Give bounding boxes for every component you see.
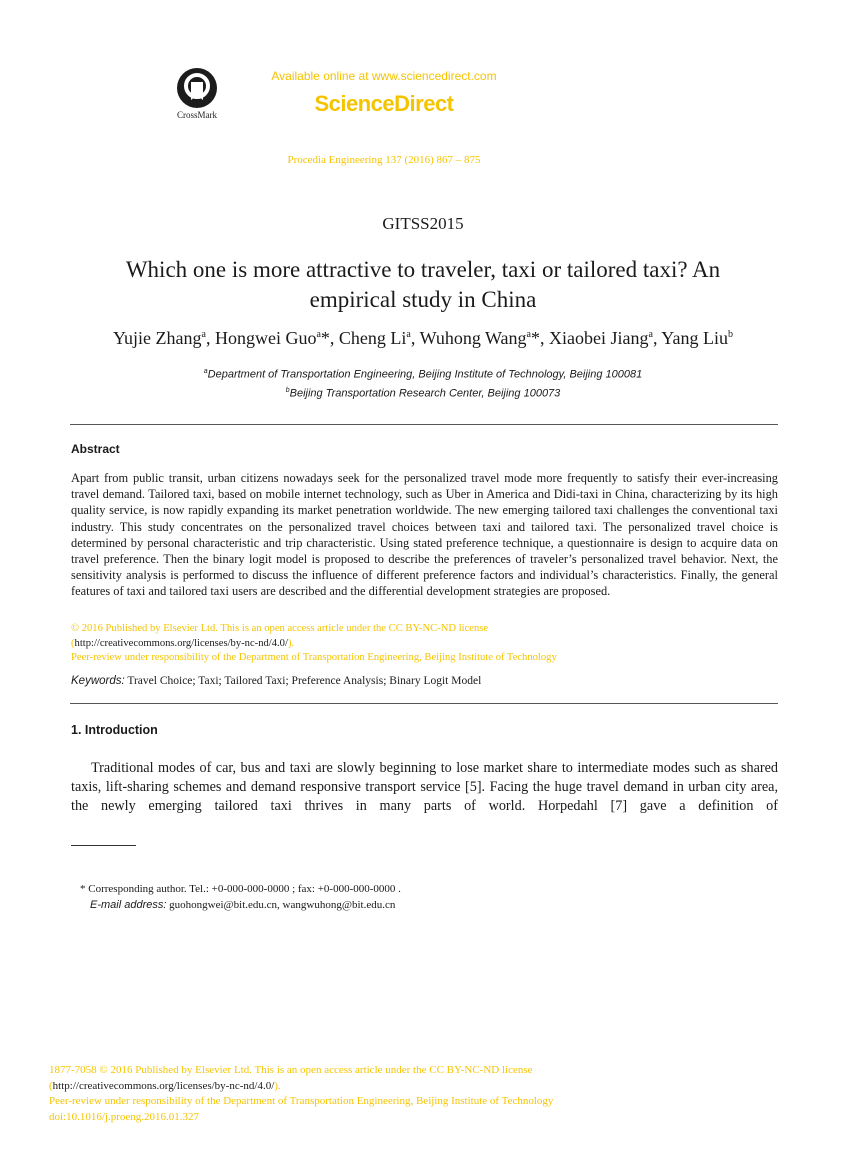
- section-heading-introduction: 1. Introduction: [71, 723, 158, 737]
- footer-url-line: [49, 1079, 809, 1095]
- abstract-bottom-divider: [70, 703, 778, 704]
- abstract-body: Apart from public transit, urban citizens nowadays seek for the personalized travel mode more frequently to satisfy their ever-increasing travel demand. Tailored taxi, based on mobile internet technology, such as Uber in America and Didi-taxi in China, characterizing by its high quality service, is now rapidly expanding its market penetration worldwide. The new emerging tailored taxi challenges the conventional taxi industry. This study concentrates on the personalized travel choices between taxi and tailored taxi. The personalized travel choice is determined by personal characteristic and trip characteristic. Using stated preference technique, a questionnaire is design to acquire data on travel preference. Then the binary logit model is proposed to describe the preferences of traveler’s personalized travel behavior. Next, the sensitivity analysis is performed to discuss the influence of different preference factors and individual’s characteristics. Finally, the general features of taxi and tailored taxi users are described and the differential development strategies are proposed.: [71, 471, 778, 599]
- author-name: Yang Liu: [661, 328, 728, 348]
- crossmark-label: CrossMark: [177, 110, 217, 120]
- paren-close: ).: [274, 1079, 281, 1092]
- keywords-label: Keywords:: [71, 675, 125, 687]
- paren-open: (: [71, 637, 75, 649]
- footnote: [80, 881, 401, 913]
- doi[interactable]: doi:10.1016/j.proeng.2016.01.327: [49, 1110, 200, 1123]
- footer-peer-review: Peer-review under responsibility of the Department of Transportation Engineering, Beijing Institute of Technology: [49, 1095, 554, 1107]
- email-addresses: guohongwei@bit.edu.cn, wangwuhong@bit.edu.cn: [166, 899, 396, 911]
- author-separator: ,: [205, 328, 215, 348]
- footer-license-url-link[interactable]: http://creativecommons.org/licenses/by-nc-nd/4.0/: [52, 1079, 275, 1092]
- author-separator: *,: [320, 328, 339, 348]
- affiliation-mark: b: [285, 386, 290, 394]
- title-line-1: Which one is more attractive to traveler, taxi or tailored taxi? An: [125, 257, 721, 282]
- author-affiliation-mark: a: [406, 329, 411, 340]
- email-label: E-mail address:: [90, 899, 167, 911]
- author-name: Cheng Li: [338, 328, 407, 348]
- license-url-link[interactable]: http://creativecommons.org/licenses/by-nc-nd/4.0/: [74, 637, 288, 649]
- abstract-top-divider: [70, 424, 778, 425]
- author-affiliation-mark: a: [526, 329, 531, 340]
- author-affiliation-mark: a: [201, 329, 206, 340]
- author-separator: ,: [410, 328, 420, 348]
- conference-name: GITSS2015: [382, 214, 464, 233]
- abstract-heading: Abstract: [71, 442, 120, 456]
- author-affiliation-mark: b: [727, 329, 733, 340]
- author-affiliation-mark: a: [648, 329, 653, 340]
- paren-open: (: [49, 1079, 53, 1092]
- author-name: Hongwei Guo: [214, 328, 317, 348]
- journal-citation: Procedia Engineering 137 (2016) 867 – 875: [287, 154, 481, 166]
- footnote-divider: [71, 845, 136, 846]
- author-list: [30, 328, 816, 349]
- affiliation-text: Department of Transportation Engineering, Beijing Institute of Technology, Beijing 100081: [207, 368, 643, 381]
- abstract-license: [71, 622, 791, 666]
- corresponding-author-note: * Corresponding author. Tel.: +0-000-000-0000 ; fax: +0-000-000-0000 .: [80, 883, 401, 895]
- author-separator: *,: [531, 328, 549, 348]
- paren-close: ).: [287, 637, 295, 649]
- affiliations: [0, 364, 846, 401]
- email-line: [80, 897, 401, 913]
- available-online-link[interactable]: Available online at www.sciencedirect.com: [271, 69, 497, 83]
- author-affiliation-mark: a: [316, 329, 321, 340]
- journal-logo: ScienceDirect: [314, 91, 454, 116]
- title-line-2: empirical study in China: [309, 287, 537, 312]
- author-separator: ,: [652, 328, 662, 348]
- issn-license-line: 1877-7058 © 2016 Published by Elsevier Ltd. This is an open access article under the CC BY-NC-ND license: [49, 1064, 533, 1076]
- keywords-list: Travel Choice; Taxi; Tailored Taxi; Preference Analysis; Binary Logit Model: [124, 675, 482, 687]
- paper-title: [60, 255, 786, 315]
- keywords: [71, 675, 481, 687]
- peer-review-statement: Peer-review under responsibility of the Department of Transportation Engineering, Beijing Institute of Technology: [71, 652, 557, 663]
- author-name: Wuhong Wang: [419, 328, 527, 348]
- license-url-line: [71, 637, 791, 652]
- license-statement: © 2016 Published by Elsevier Ltd. This is an open access article under the CC BY-NC-ND license: [71, 623, 489, 634]
- publisher-footer: [49, 1063, 809, 1125]
- affiliation-b: [0, 383, 846, 402]
- affiliation-a: [0, 364, 846, 383]
- introduction-body: Traditional modes of car, bus and taxi are slowly beginning to lose market share to intermediate modes such as shared taxis, lift-sharing schemes and demand responsive transport service [5]. Facing the huge travel demand in urban city area, the newly emerging tailored taxi thrives in many parts of world. Horpedahl [7] gave a definition of: [71, 760, 778, 814]
- affiliation-text: Beijing Transportation Research Center, Beijing 100073: [289, 387, 561, 400]
- author-name: Xiaobei Jiang: [549, 328, 649, 348]
- author-name: Yujie Zhang: [113, 328, 202, 348]
- affiliation-mark: a: [203, 368, 208, 375]
